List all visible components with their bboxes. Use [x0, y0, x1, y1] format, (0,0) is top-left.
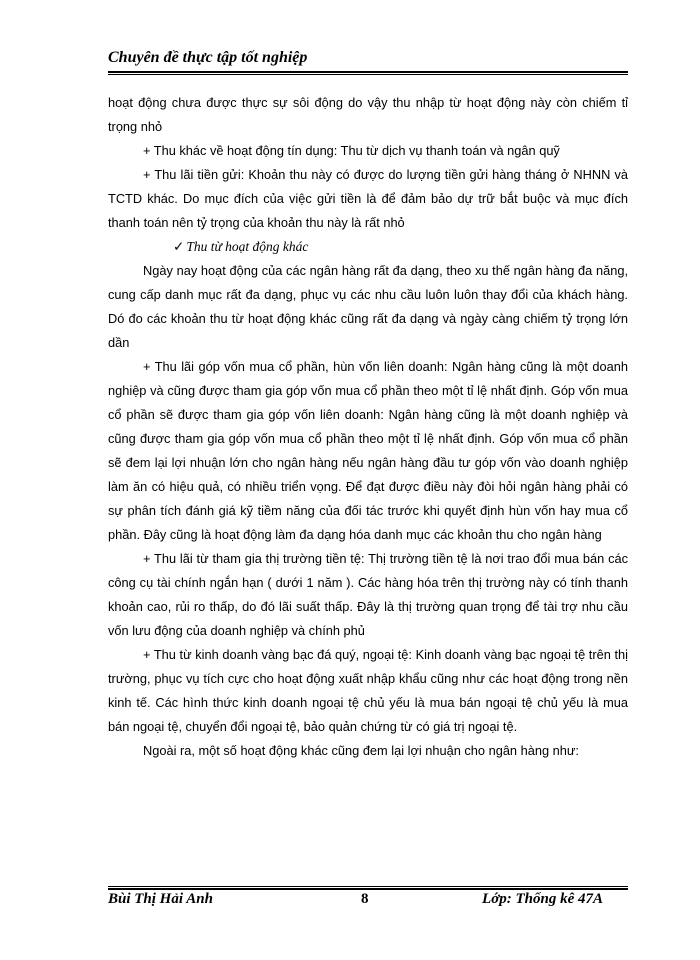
paragraph-vang-bac-ngoai-te: + Thu từ kinh doanh vàng bạc đá quý, ngoại tệ: Kinh doanh vàng bạc ngoại tệ trên thị trường, phục vụ tích cực cho hoạt động xuất nhập khẩu cũng như các hoạt động trong nền kinh tế. Các hình thức kinh doanh ngoại tệ chủ yếu là mua bán ngoại tệ chủ yếu là mua bán ngoại tệ, chuyển đổi ngoại tệ, bảo quản chứng từ có giá trị ngoại tệ. — [108, 647, 628, 734]
page-header-title: Chuyên đề thực tập tốt nghiệp — [108, 49, 308, 66]
paragraph-intro-hoat-dong-khac: Ngày nay hoạt động của các ngân hàng rất đa dạng, theo xu thế ngân hàng đa năng, cung cấp danh mục rất đa dạng, phục vụ các nhu cầu luôn luôn thay đổi của khách hàng. Dó đo các khoản thu từ hoạt động khác cũng rất đa dạng và ngày càng chiếm tỷ trọng lớn dần — [108, 263, 628, 350]
section-heading-text: Thu từ hoạt động khác — [186, 239, 309, 254]
section-heading — [108, 235, 628, 259]
paragraph-thu-khac-tin-dung: + Thu khác về hoạt động tín dụng: Thu từ dịch vụ thanh toán và ngân quỹ — [143, 143, 560, 158]
checkmark-icon: ✓ — [173, 239, 185, 254]
page-number: 8 — [361, 891, 369, 907]
footer-class: Lớp: Thống kê 47A — [482, 891, 603, 907]
paragraph-continuation: hoạt động chưa được thực sự sôi động do vậy thu nhập từ hoạt động này còn chiếm tỉ trọng nhỏ — [108, 95, 628, 134]
paragraph-ngoai-ra: Ngoài ra, một số hoạt động khác cũng đem lại lợi nhuận cho ngân hàng như: — [143, 743, 579, 758]
document-body — [108, 91, 628, 763]
footer-divider — [108, 886, 628, 890]
paragraph-thu-lai-tien-gui: + Thu lãi tiền gửi: Khoản thu này có được do lượng tiền gửi hàng tháng ở NHNN và TCTD khác. Do mục đích của việc gửi tiền là để đảm bảo dự trữ bắt buộc và mục đích thanh toán nên tỷ trọng của khoản thu này là rất nhỏ — [108, 167, 628, 230]
header-divider — [108, 71, 628, 75]
paragraph-gop-von: + Thu lãi góp vốn mua cổ phần, hùn vốn liên doanh: Ngân hàng cũng là một doanh nghiệp và cũng được tham gia góp vốn mua cổ phần theo một tỉ lệ nhất định. Góp vốn mua cổ phần sẽ được tham gia góp vốn liên doanh: Ngân hàng cũng là một doanh nghiệp và cũng được tham gia góp vốn mua cổ phần theo một tỉ lệ nhất định. Góp vốn mua cổ phần sẽ đem lại lợi nhuận lớn cho ngân hàng nếu ngân hàng đầu tư góp vốn vào doanh nghiệp làm ăn có hiệu quả, có nhiều triển vọng. Để đạt được điều này đòi hỏi ngân hàng phải có sự phân tích đánh giá kỹ tiềm năng của đối tác trước khi quyết định hùn vốn hay mua cổ phần. Đây cũng là hoạt động làm đa dạng hóa danh mục các khoản thu cho ngân hàng — [108, 359, 628, 542]
footer-author: Bùi Thị Hải Anh — [108, 891, 213, 907]
paragraph-thi-truong-tien-te: + Thu lãi từ tham gia thị trường tiền tệ: Thị trường tiền tệ là nơi trao đổi mua bán các công cụ tài chính ngắn hạn ( dưới 1 năm ). Các hàng hóa trên thị trường này có tính thanh khoản cao, rủi ro thấp, do đó lãi suất thấp. Đây là thị trường quan trọng để tài trợ nhu cầu vốn lưu động của doanh nghiệp và chính phủ — [108, 551, 628, 638]
